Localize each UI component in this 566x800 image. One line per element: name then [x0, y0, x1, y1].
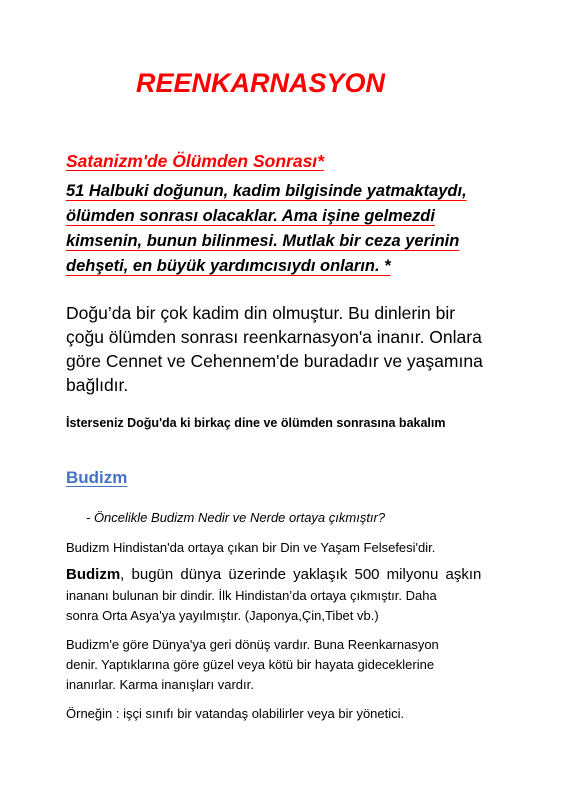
rebirth-line-1: Budizm'e göre Dünya'ya geri dönüş vardır. Buna Reenkarnasyon: [66, 637, 439, 652]
question-line: - Öncelikle Budizm Nedir ve Nerde ortaya çıkmıştır?: [86, 510, 386, 525]
quote-line-2: ölümden sonrası olacaklar. Ama işine gelmezdi: [66, 207, 435, 225]
budizm-line1-rest: , bugün dünya üzerinde yaklaşık 500 milyonu aşkın: [120, 566, 482, 583]
rebirth-line-2: denir. Yaptıklarına göre güzel veya kötü bir hayata gideceklerine: [66, 657, 435, 672]
budizm-para-line-3: sonra Orta Asya'ya yayılmıştır. (Japonya,Çin,Tibet vb.): [66, 608, 379, 623]
answer-line: Budizm Hindistan'da ortaya çıkan bir Din ve Yaşam Felsefesi'dir.: [66, 540, 436, 555]
paragraph-line-1: Doğu’da bir çok kadim din olmuştur. Bu dinlerin bir: [66, 303, 456, 323]
section-heading-budizm: Budizm: [66, 468, 128, 487]
paragraph-line-4: bağlıdır.: [66, 375, 129, 395]
paragraph-line-3: göre Cennet ve Cehennem'de buradadır ve yaşamına: [66, 351, 483, 371]
page-title: REENKARNASYON: [136, 68, 386, 98]
subtitle: Satanizm'de Ölümden Sonrası*: [66, 151, 324, 171]
rebirth-line-3: inanırlar. Karma inanışları vardır.: [66, 677, 254, 692]
intro-note: İsterseniz Doğu'da ki birkaç dine ve ölümden sonrasına bakalım: [66, 416, 446, 430]
budizm-para-line-2: inananı bulunan bir dindir. İlk Hindistan’da ortaya çıkmıştır. Daha: [66, 588, 437, 603]
example-line: Örneğin : işçi sınıfı bir vatandaş olabilirler veya bir yönetici.: [66, 706, 405, 721]
quote-line-3: kimsenin, bunun bilinmesi. Mutlak bir ceza yerinin: [66, 232, 460, 250]
paragraph-line-2: çoğu ölümden sonrası reenkarnasyon'a inanır. Onlara: [66, 327, 482, 347]
quote-line-1: 51 Halbuki doğunun, kadim bilgisinde yatmaktaydı,: [66, 182, 467, 200]
budizm-para-line-1: [66, 566, 481, 583]
budizm-bold-word: Budizm: [66, 566, 121, 583]
quote-line-4: dehşeti, en büyük yardımcısıydı onların. *: [66, 257, 391, 275]
